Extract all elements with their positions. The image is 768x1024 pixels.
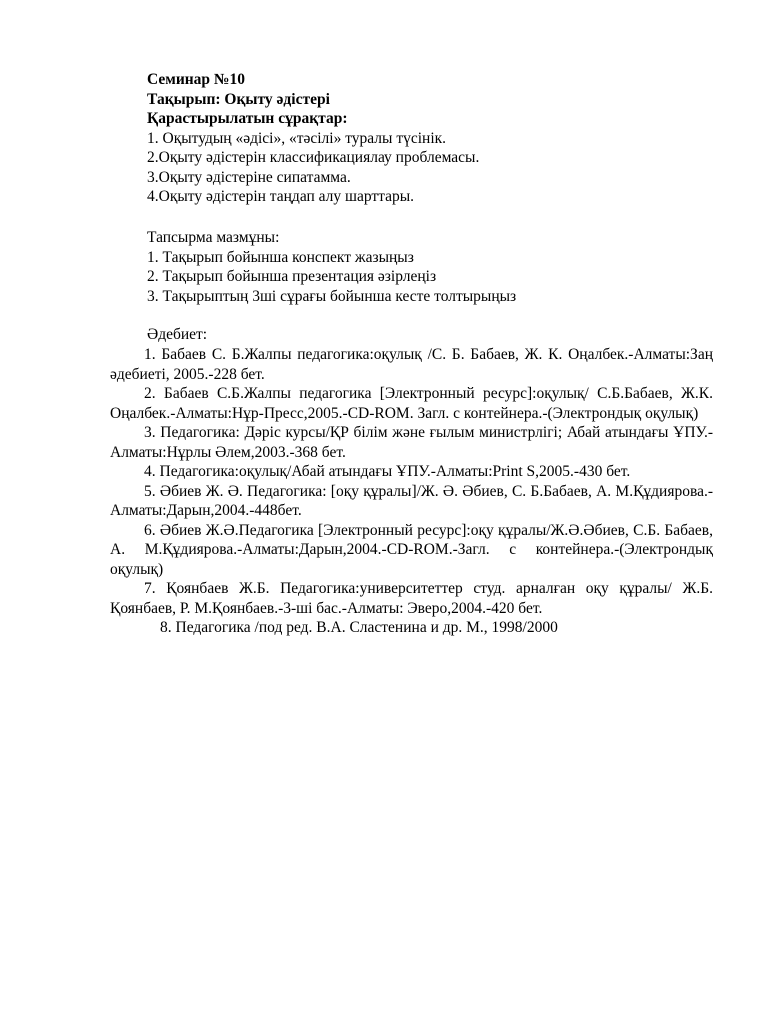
task-item: 2. Тақырып бойынша презентация әзірлеңіз [147, 268, 437, 285]
literature-item: 3. Педагогика: Дәріс курсы/ҚР білім және ғылым министрлігі; Абай атындағы ҰПУ.-Алматы:Нұрлы Әлем,2003.-368 бет. [110, 424, 713, 461]
question-item: 3.Оқыту әдістеріне сипатамма. [147, 168, 351, 186]
tasks-heading: Тапсырма мазмұны: [147, 229, 280, 246]
literature-item: 1. Бабаев С. Б.Жалпы педагогика:оқулық /С. Б. Бабаев, Ж. К. Оңалбек.-Алматы:Заң әдебиеті, 2005.-228 бет. [110, 346, 713, 383]
questions-heading: Қарастырылатын сұрақтар: [147, 110, 348, 127]
task-item: 1. Тақырып бойынша конспект жазыңыз [147, 248, 414, 266]
topic-title: Тақырып: Оқыту әдістері [147, 90, 330, 108]
literature-item: 2. Бабаев С.Б.Жалпы педагогика [Электронный ресурс]:оқулық/ С.Б.Бабаев, Ж.К. Оңалбек.-Алматы:Нұр-Пресс,2005.-CD-ROM. Загл. с контейнера.-(Электрондық оқулық) [110, 385, 713, 422]
literature-item: 7. Қоянбаев Ж.Б. Педагогика:университеттер студ. арналған оқу құралы/ Ж.Б. Қоянбаев, Р. М.Қоянбаев.-3-ші бас.-Алматы: Эверо,2004.-420 бет. [110, 580, 713, 617]
header-block [147, 70, 348, 129]
literature-item: 6. Әбиев Ж.Ә.Педагогика [Электронный ресурс]:оқу құралы/Ж.Ә.Әбиев, С.Б. Бабаев, А. М.Құдиярова.-Алматы:Дарын,2004.-CD-ROM.-Загл. с контейнера.-(Электрондық оқулық) [110, 521, 713, 578]
literature-heading: Әдебиет: [147, 326, 208, 343]
question-item: 2.Оқыту әдістерін классификациялау проблемасы. [147, 149, 480, 166]
question-item: 1. Оқытудың «әдісі», «тәсілі» туралы түсінік. [147, 129, 447, 147]
literature-item: 8. Педагогика /под ред. В.А. Сластенина и др. М., 1998/2000 [160, 619, 558, 636]
questions-list [147, 129, 479, 207]
literature-item: 5. Әбиев Ж. Ә. Педагогика: [оқу құралы]/Ж. Ә. Әбиев, С. Б.Бабаев, А. М.Құдиярова.-Алматы:Дарын,2004.-448бет. [110, 482, 713, 519]
literature-list [110, 345, 713, 638]
task-item: 3. Тақырыптың 3ші сұрағы бойынша кесте толтырыңыз [147, 287, 517, 305]
literature-item: 4. Педагогика:оқулық/Абай атындағы ҰПУ.-Алматы:Print S,2005.-430 бет. [144, 463, 631, 480]
question-item: 4.Оқыту әдістерін таңдап алу шарттары. [147, 188, 415, 205]
tasks-block [147, 228, 516, 306]
seminar-title: Семинар №10 [147, 71, 246, 88]
